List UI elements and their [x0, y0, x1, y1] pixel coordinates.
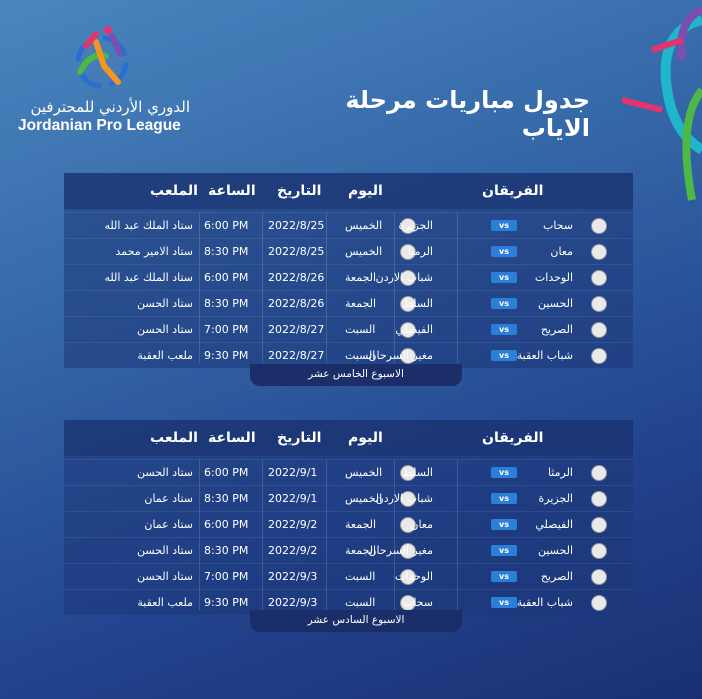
- away-team: مغير السرحان: [368, 544, 433, 557]
- header-time: الساعة: [208, 430, 256, 446]
- home-team-crest-icon: [591, 244, 607, 260]
- table-row: [64, 537, 633, 563]
- home-team-crest-icon: [591, 322, 607, 338]
- column-divider: [262, 213, 263, 363]
- away-team: الفيصلي: [395, 323, 433, 336]
- home-team: الصريح: [540, 323, 573, 336]
- match-time: 8:30 PM: [204, 297, 249, 310]
- match-date: 2022/9/2: [268, 518, 318, 531]
- match-time: 6:00 PM: [204, 271, 249, 284]
- header-date: التاريخ: [277, 183, 322, 199]
- match-stadium: ستاد الملك عبد الله: [104, 271, 193, 284]
- week15-label: الاسبوع الخامس عشر: [250, 364, 462, 386]
- column-divider: [457, 460, 458, 610]
- match-time: 9:30 PM: [204, 596, 249, 609]
- home-team-crest-icon: [591, 595, 607, 611]
- home-team: معان: [550, 245, 573, 258]
- home-team: شباب العقبة: [516, 349, 573, 362]
- schedule-table-week16: [64, 420, 633, 615]
- table-row: [64, 485, 633, 511]
- match-stadium: ستاد الحسن: [137, 323, 193, 336]
- header-stadium: الملعب: [150, 183, 198, 199]
- match-stadium: ستاد الحسن: [137, 466, 193, 479]
- match-stadium: ستاد عمان: [144, 518, 193, 531]
- match-time: 6:00 PM: [204, 466, 249, 479]
- column-divider: [199, 213, 200, 363]
- week16-label: الاسبوع السادس عشر: [250, 610, 462, 632]
- vs-badge: vs: [491, 571, 517, 582]
- table-row: [64, 563, 633, 589]
- away-team: الرمثا: [407, 245, 433, 258]
- match-stadium: ستاد عمان: [144, 492, 193, 505]
- vs-badge: vs: [491, 545, 517, 556]
- column-divider: [457, 213, 458, 363]
- match-time: 8:30 PM: [204, 245, 249, 258]
- home-team-crest-icon: [591, 517, 607, 533]
- league-name-ar: الدوري الأردني للمحترفين: [30, 98, 190, 116]
- header-time: الساعة: [208, 183, 256, 199]
- league-logo: [18, 22, 198, 135]
- column-divider: [326, 213, 327, 363]
- home-team-crest-icon: [591, 491, 607, 507]
- home-team-crest-icon: [591, 218, 607, 234]
- match-date: 2022/9/1: [268, 466, 318, 479]
- match-time: 9:30 PM: [204, 349, 249, 362]
- vs-badge: vs: [491, 324, 517, 335]
- table-row: [64, 511, 633, 537]
- home-team-crest-icon: [591, 348, 607, 364]
- column-divider: [326, 460, 327, 610]
- away-team: مغير السرحان: [368, 349, 433, 362]
- match-date: 2022/8/26: [268, 297, 325, 310]
- match-stadium: ستاد الملك عبد الله: [104, 219, 193, 232]
- table-row: [64, 212, 633, 238]
- match-stadium: ملعب العقبة: [137, 596, 193, 609]
- home-team: الوحدات: [534, 271, 573, 284]
- header-day: اليوم: [348, 430, 383, 446]
- away-team: معان: [410, 518, 433, 531]
- away-team: السلط: [402, 297, 433, 310]
- match-date: 2022/9/1: [268, 492, 318, 505]
- league-name-en: Jordanian Pro League: [18, 117, 181, 134]
- vs-badge: vs: [491, 597, 517, 608]
- match-day: السبت: [345, 596, 376, 609]
- match-day: السبت: [345, 349, 376, 362]
- match-date: 2022/9/3: [268, 570, 318, 583]
- home-team-crest-icon: [591, 296, 607, 312]
- match-time: 6:00 PM: [204, 518, 249, 531]
- away-team: الوحدات: [394, 570, 433, 583]
- away-team: سحاب: [402, 596, 433, 609]
- table-row: [64, 238, 633, 264]
- match-stadium: ستاد الحسن: [137, 570, 193, 583]
- match-day: الخميس: [345, 466, 383, 479]
- league-emblem-icon: [66, 22, 138, 94]
- home-team: الفيصلي: [535, 518, 573, 531]
- match-day: الجمعة: [345, 297, 377, 310]
- match-stadium: ستاد الامير محمد: [115, 245, 193, 258]
- vs-badge: vs: [491, 519, 517, 530]
- page-title: جدول مباريات مرحلة الاياب: [345, 86, 590, 142]
- match-day: الخميس: [345, 219, 383, 232]
- column-divider: [199, 460, 200, 610]
- vs-badge: vs: [491, 467, 517, 478]
- table-row: [64, 290, 633, 316]
- away-team: شباب الاردن: [375, 492, 433, 505]
- match-stadium: ستاد الحسن: [137, 544, 193, 557]
- home-team-crest-icon: [591, 569, 607, 585]
- vs-badge: vs: [491, 298, 517, 309]
- match-day: الجمعة: [345, 271, 377, 284]
- home-team: شباب العقبة: [516, 596, 573, 609]
- match-date: 2022/9/2: [268, 544, 318, 557]
- vs-badge: vs: [491, 493, 517, 504]
- match-stadium: ستاد الحسن: [137, 297, 193, 310]
- table-row: [64, 316, 633, 342]
- away-team: شباب الاردن: [375, 271, 433, 284]
- home-team-crest-icon: [591, 465, 607, 481]
- match-day: الجمعة: [345, 518, 377, 531]
- header-stadium: الملعب: [150, 430, 198, 446]
- match-day: الخميس: [345, 492, 383, 505]
- match-day: الخميس: [345, 245, 383, 258]
- header-teams: الفريقان: [482, 430, 544, 446]
- vs-badge: vs: [491, 350, 517, 361]
- match-time: 7:00 PM: [204, 570, 249, 583]
- match-time: 8:30 PM: [204, 544, 249, 557]
- home-team: الصريح: [540, 570, 573, 583]
- match-time: 8:30 PM: [204, 492, 249, 505]
- vs-badge: vs: [491, 246, 517, 257]
- match-day: السبت: [345, 323, 376, 336]
- table-header: [64, 173, 633, 209]
- match-date: 2022/8/25: [268, 219, 325, 232]
- match-stadium: ملعب العقبة: [137, 349, 193, 362]
- decorative-swoosh-icon: [622, 0, 702, 220]
- header-day: اليوم: [348, 183, 383, 199]
- header-date: التاريخ: [277, 430, 322, 446]
- header-teams: الفريقان: [482, 183, 544, 199]
- away-team: السلط: [402, 466, 433, 479]
- match-time: 6:00 PM: [204, 219, 249, 232]
- home-team-crest-icon: [591, 270, 607, 286]
- match-day: السبت: [345, 570, 376, 583]
- match-date: 2022/8/27: [268, 323, 325, 336]
- match-date: 2022/8/25: [268, 245, 325, 258]
- table-row: [64, 264, 633, 290]
- home-team: الرمثا: [547, 466, 573, 479]
- table-row: [64, 459, 633, 485]
- match-date: 2022/8/26: [268, 271, 325, 284]
- match-date: 2022/9/3: [268, 596, 318, 609]
- home-team: الحسين: [537, 297, 573, 310]
- away-team: الجزيرة: [398, 219, 433, 232]
- home-team-crest-icon: [591, 543, 607, 559]
- column-divider: [394, 460, 395, 610]
- match-day: الجمعة: [345, 544, 377, 557]
- home-team: الحسين: [537, 544, 573, 557]
- column-divider: [394, 213, 395, 363]
- column-divider: [262, 460, 263, 610]
- vs-badge: vs: [491, 220, 517, 231]
- home-team: الجزيرة: [538, 492, 573, 505]
- table-header: [64, 420, 633, 456]
- match-time: 7:00 PM: [204, 323, 249, 336]
- vs-badge: vs: [491, 272, 517, 283]
- home-team: سحاب: [542, 219, 573, 232]
- schedule-table-week15: [64, 173, 633, 368]
- match-date: 2022/8/27: [268, 349, 325, 362]
